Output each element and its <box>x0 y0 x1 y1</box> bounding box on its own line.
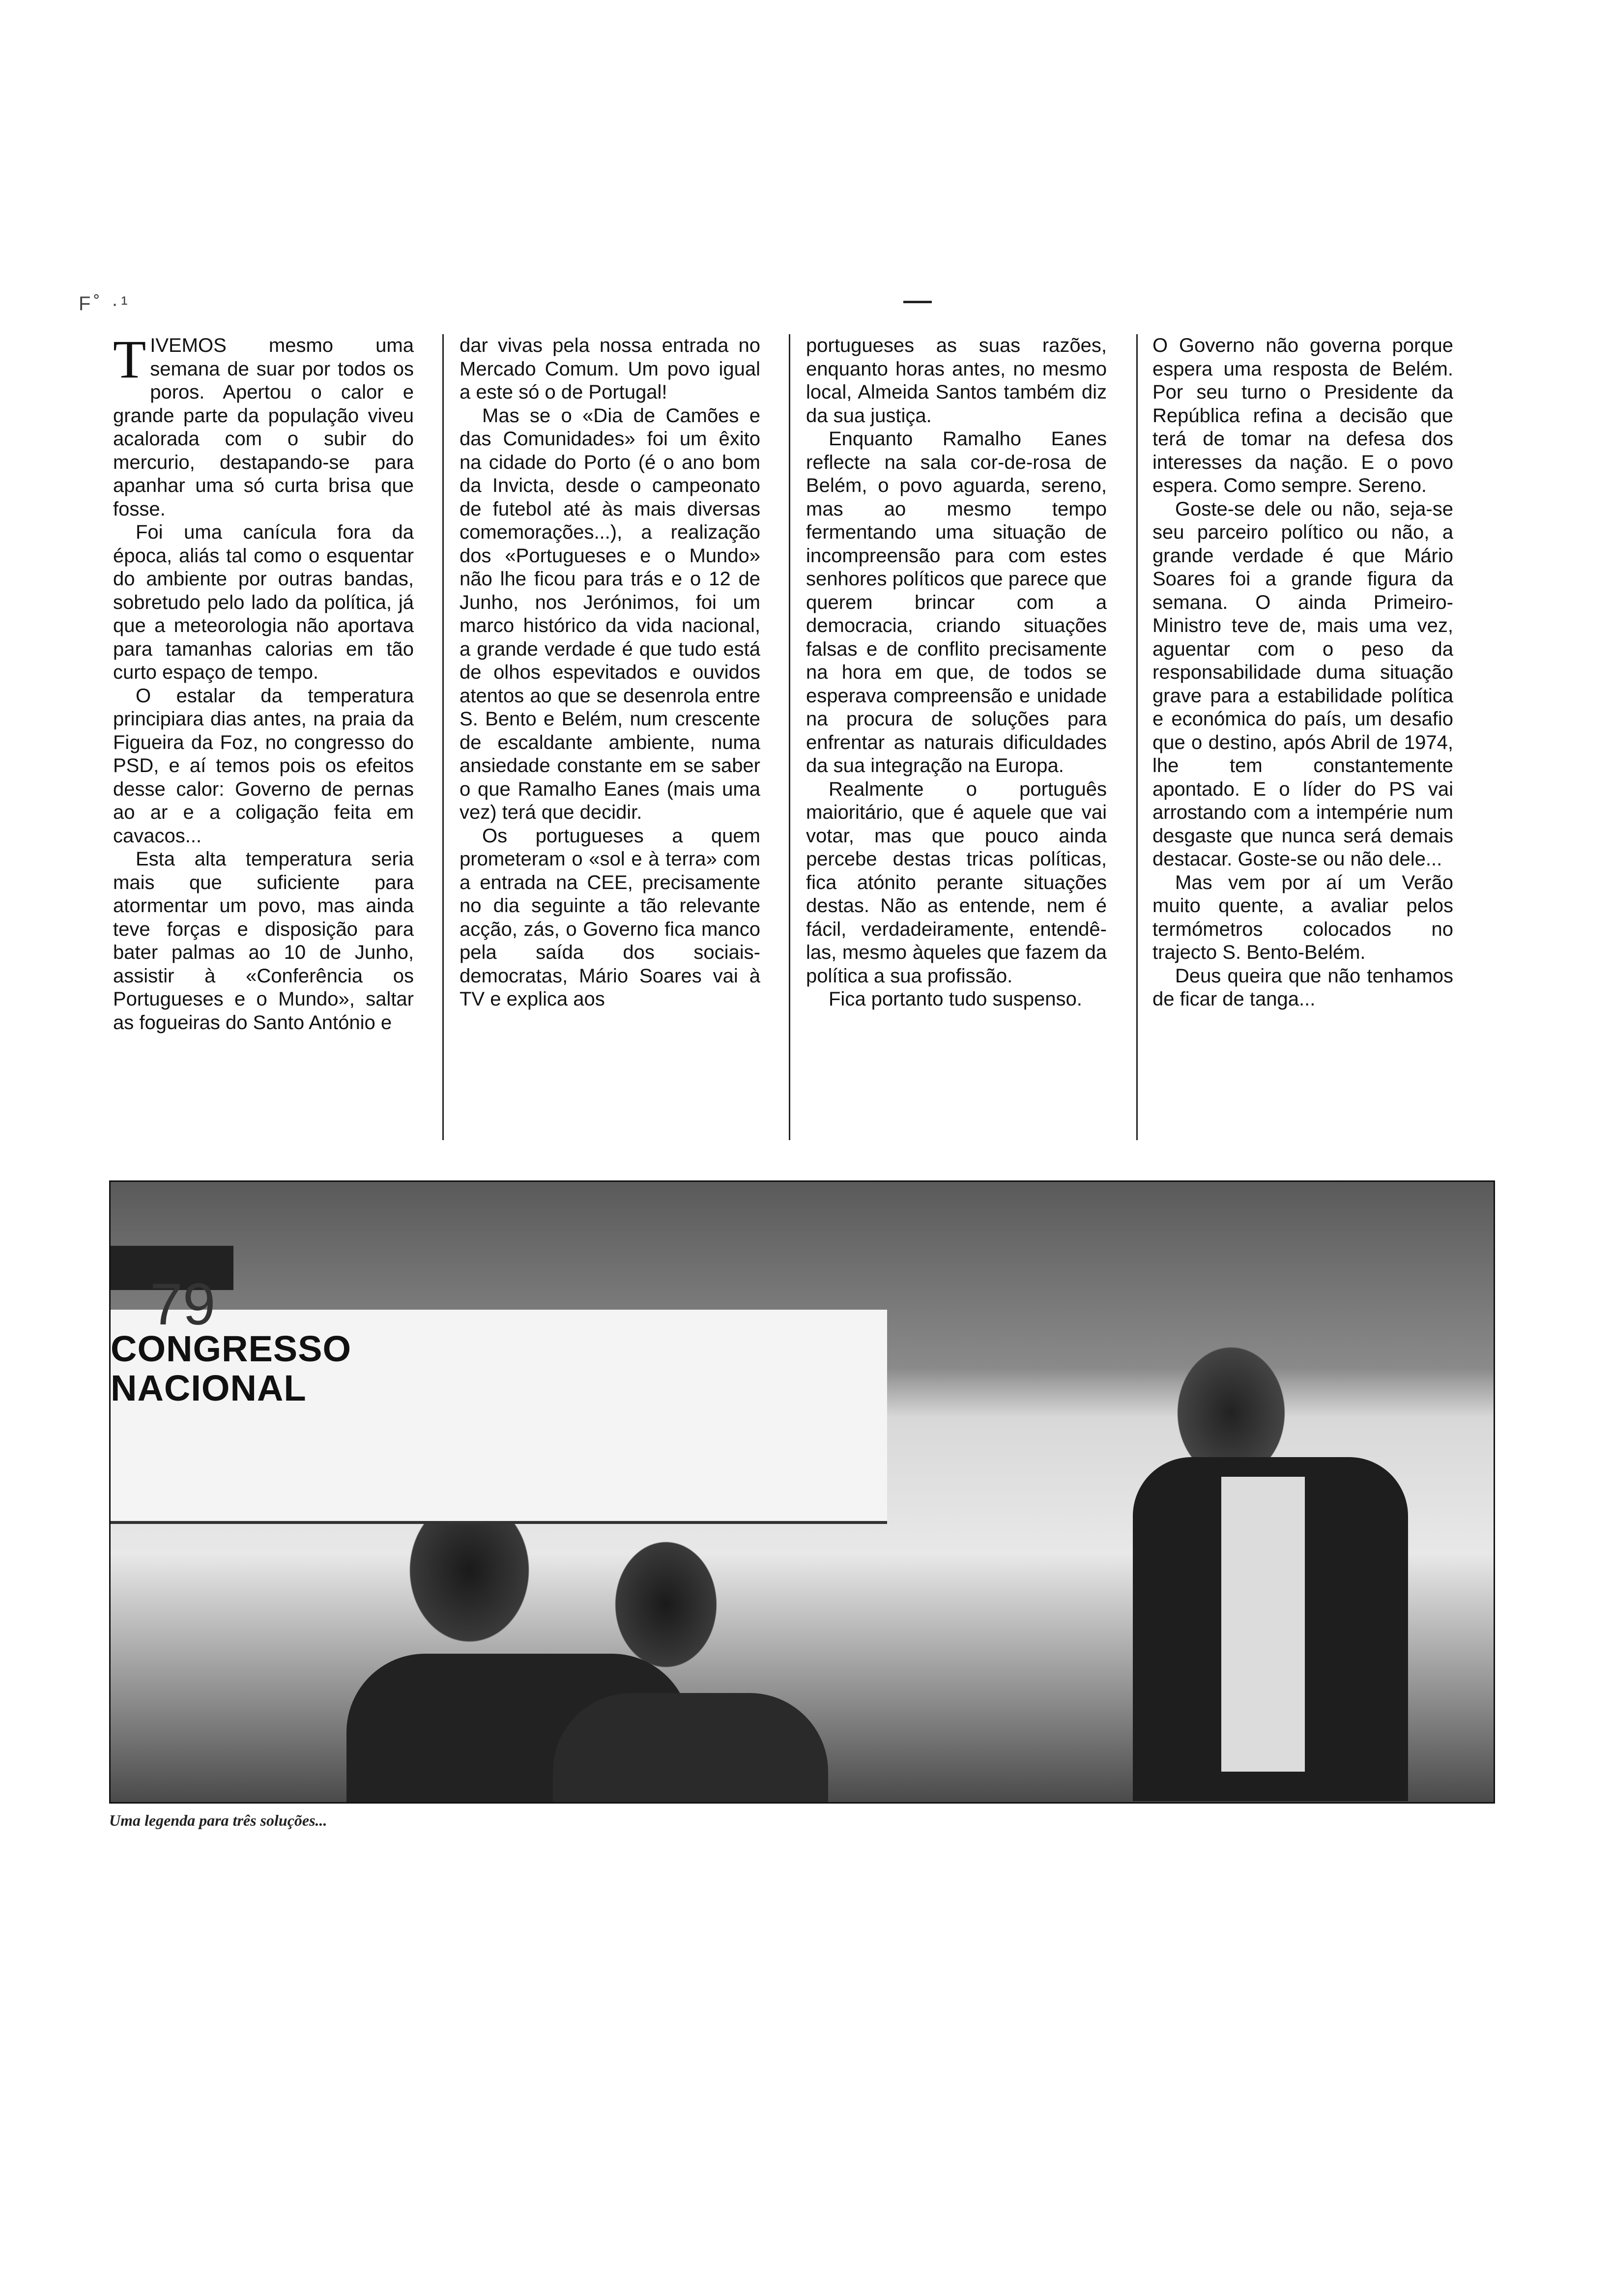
paragraph: Enquanto Ramalho Eanes reflecte na sala cor-de-rosa de Belém, o povo aguarda, sereno, mas ao mesmo tempo fermentando uma situação de incompreensão para com estes senhores políticos que parece que querem brincar com a democracia, criando situações falsas e de conflito precisamente na hora em que, de todos se esperava compreensão e unidade na procura de soluções para enfrentar as naturais dificuldades da sua integração na Europa. <box>806 428 1107 776</box>
column-rule <box>1136 334 1138 1140</box>
paragraph: portugueses as suas razões, enquanto horas antes, no mesmo local, Almeida Santos também diz da sua justiça. <box>806 335 1107 427</box>
paragraph: Goste-se dele ou não, seja-se seu parceiro político ou não, a grande verdade é que Mário Soares foi a grande figura da semana. O ainda Primeiro-Ministro teve de, mais uma vez, aguentar com o peso da responsabilidade duma situação grave para a estabilidade política e económica do país, um desafio que o destino, após Abril de 1974, lhe tem constantemente apontado. E o líder do PS vai arrostando com a intempérie num desgaste que nunca será demais destacar. Goste-se ou não dele... <box>1152 498 1453 870</box>
scan-edge-marks: F˚ ·¹ <box>79 293 131 315</box>
paragraph <box>113 329 414 521</box>
paragraph: dar vivas pela nossa entrada no Mercado Comum. Um povo igual a este só o de Portugal! <box>460 335 760 403</box>
paragraph: Fica portanto tudo suspenso. <box>829 988 1082 1010</box>
paragraph: Os portugueses a quem prometeram o «sol e à terra» com a entrada na CEE, precisamente no dia seguinte a tão relevante acção, zás, o Governo fica manco pela saída dos sociais-democratas, Mário Soares vai à TV e explica aos <box>460 825 760 1010</box>
paragraph: Deus queira que não tenhamos de ficar de tanga... <box>1152 965 1453 1010</box>
sign-line-1: CONGRESSO <box>111 1328 352 1369</box>
article-column-4 <box>1152 334 1453 1011</box>
paragraph: Realmente o português maioritário, que é aquele que vai votar, mas que pouco ainda percebe destas tricas políticas, fica atónito perante situações destas. Não as entende, nem é fácil, verdadeiramente, entendê-las, mesmo àqueles que fazem da política a sua profissão. <box>806 778 1107 987</box>
photo-caption: Uma legenda para três soluções... <box>109 1811 327 1829</box>
paragraph-text: IVEMOS mesmo uma semana de suar por todos os poros. Apertou o calor e grande parte da população viveu acalorada com o subir do mercurio, destapando-se para apanhar uma só curta brisa que fosse. <box>113 335 414 520</box>
article-column-2 <box>460 334 760 1011</box>
paragraph: Mas se o «Dia de Camões e das Comunidades» foi um êxito na cidade do Porto (é o ano bom da Invicta, desde o campeonato de futebol até às mais diversas comemorações...), a realização dos «Portugueses e o Mundo» não lhe ficou para trás e o 12 de Junho, nos Jerónimos, foi um marco histórico da vida nacional, a grande verdade é que tudo está de olhos espevitados e ouvidos atentos ao que se desenrola entre S. Bento e Belém, num crescente de escaldante ambiente, numa ansiedade constante em se saber o que Ramalho Eanes (mais uma vez) terá que decidir. <box>460 404 760 823</box>
congress-sign <box>111 1329 415 1408</box>
section-dash <box>903 301 932 303</box>
article-column-1 <box>113 329 414 1034</box>
article-column-3 <box>806 334 1107 1011</box>
paragraph: O estalar da temperatura principiara dias antes, na praia da Figueira da Foz, no congresso do PSD, e aí temos pois os efeitos desse calor: Governo de pernas ao ar e a coligação feita em cavacos... <box>113 685 414 847</box>
column-rule <box>442 334 444 1140</box>
paragraph: Foi uma canícula fora da época, aliás tal como o esquentar do ambiente por outras bandas, sobretudo pelo lado da política, já que a meteorologia não aportava para tamanhas calorias em tão curto espaço de tempo. <box>113 521 414 683</box>
column-rule <box>789 334 790 1140</box>
standing-man-shirt <box>1221 1477 1305 1772</box>
drop-cap: T <box>113 329 146 389</box>
news-photograph <box>109 1180 1495 1804</box>
seated-man-middle-figure <box>553 1693 828 1804</box>
paragraph: Mas vem por aí um Verão muito quente, a avaliar pelos termómetros colocados no trajecto S. Bento-Belém. <box>1152 871 1453 963</box>
paragraph: O Governo não governa porque espera uma resposta de Belém. Por seu turno o Presidente da República refina a decisão que terá de tomar na defesa dos interesses da nação. E o povo espera. Como sempre. Sereno. <box>1152 335 1453 496</box>
paragraph: Esta alta temperatura seria mais que suficiente para atormentar um povo, mas ainda teve forças e disposição para bater palmas ao 10 de Junho, assistir à «Conferência os Portugueses e o Mundo», saltar as fogueiras do Santo António e <box>113 848 414 1033</box>
congress-number: 79 <box>150 1271 216 1337</box>
sign-line-2: NACIONAL <box>111 1368 307 1408</box>
